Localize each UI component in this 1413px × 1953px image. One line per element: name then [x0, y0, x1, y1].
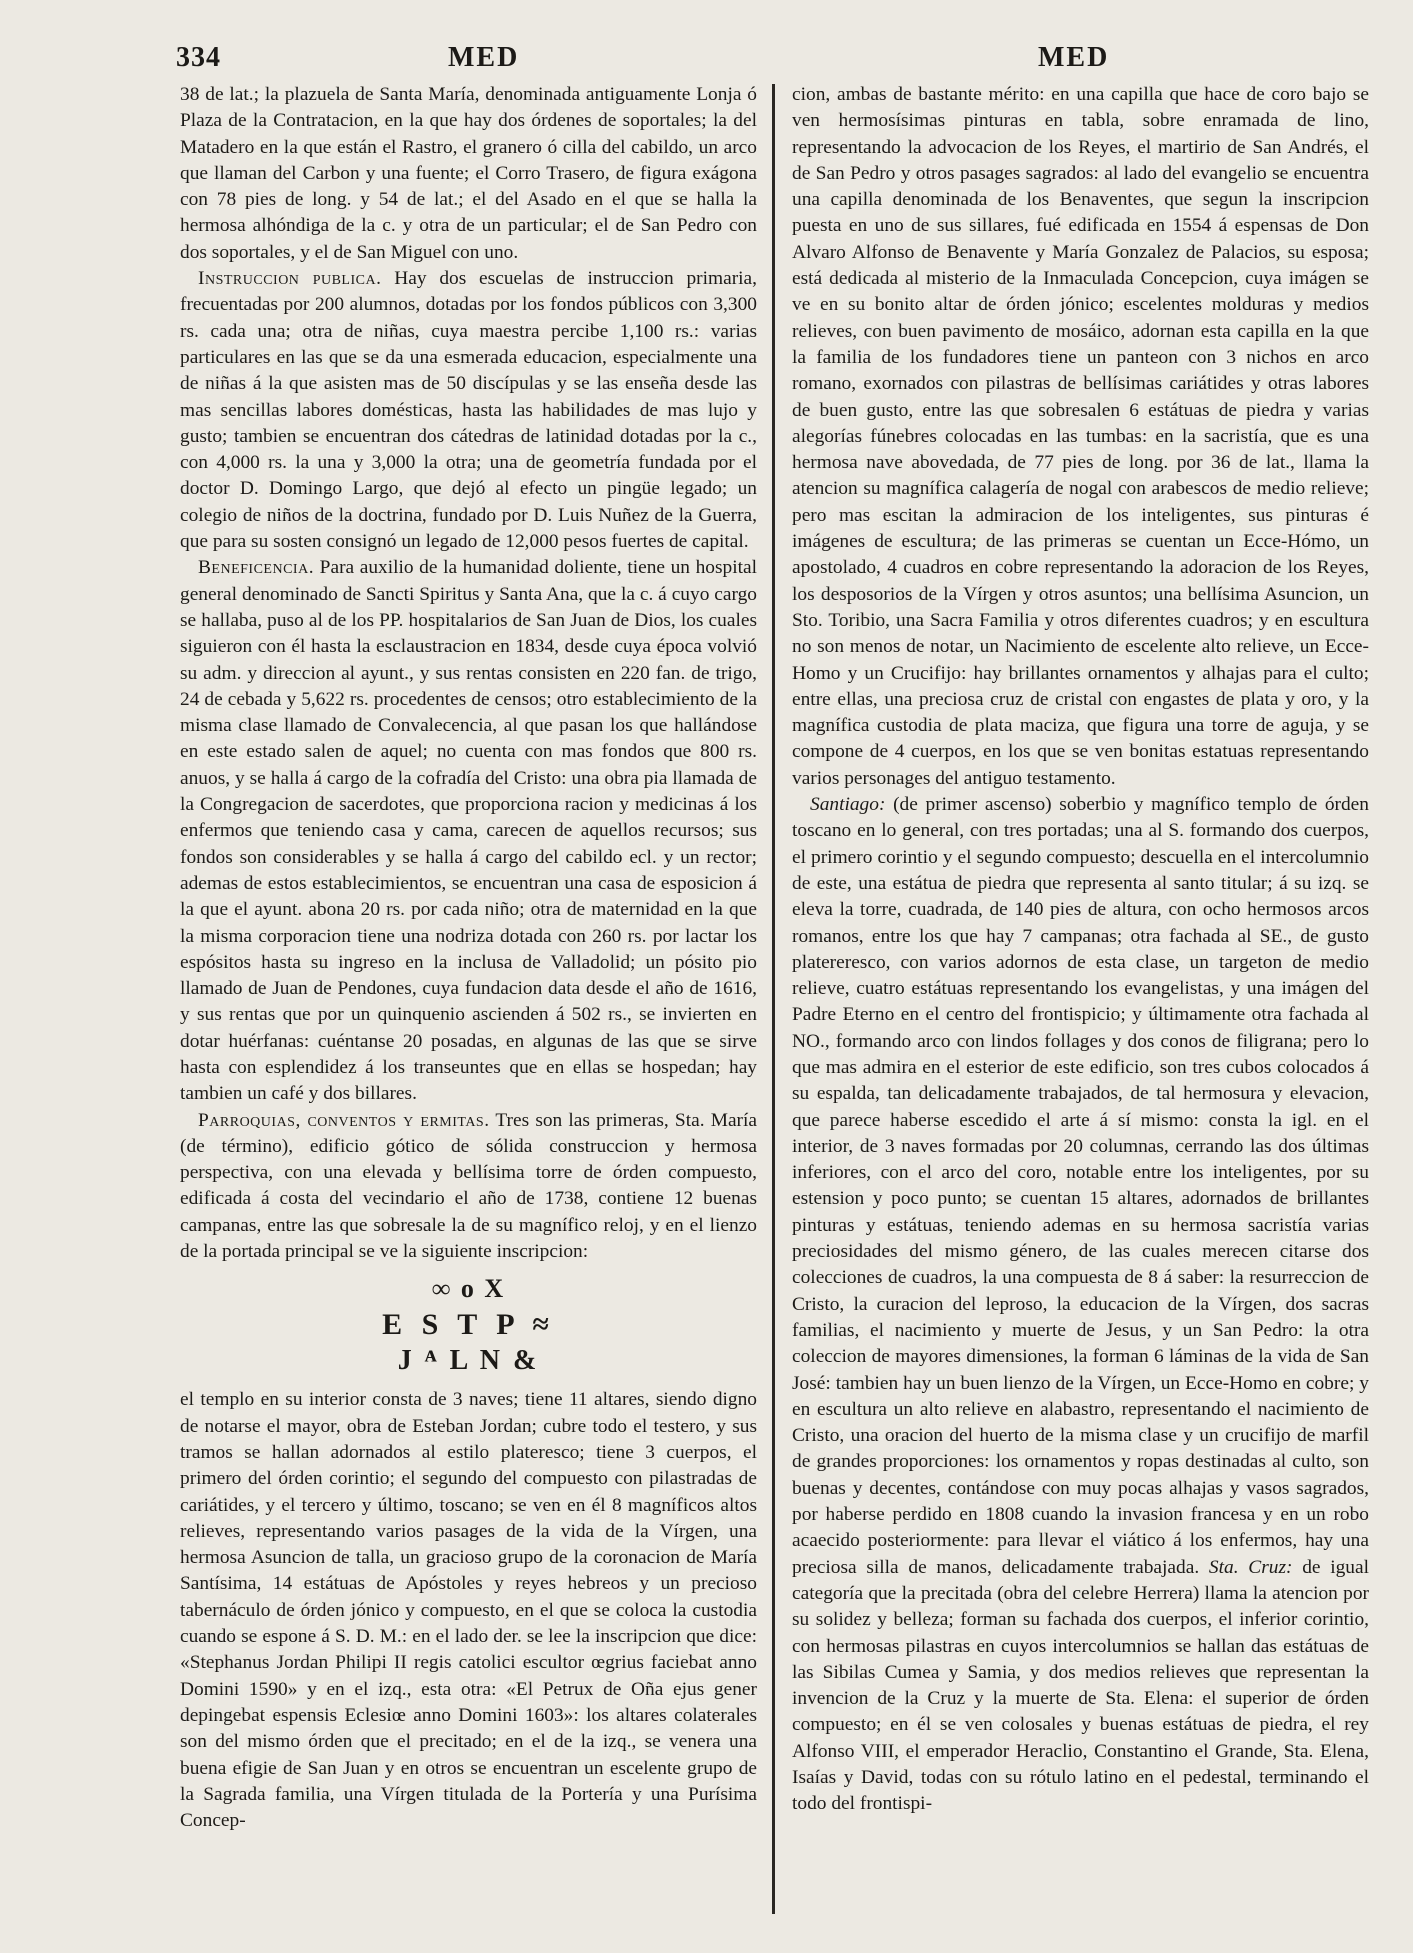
paragraph-capillas: cion, ambas de bastante mérito: en una capilla que hace de coro bajo se ven hermosísimas pinturas en tabla, sobre enramada de lino, representando la advocacion de los Reyes, el martirio de San Andrés, el de San Pedro y otros pasages sagrados: al lado del evangelio se encuentra una capilla denominada de los Benaventes, que segun la inscripcion puesta en uno de sus sillares, fué edificada en 1554 á espensas de Don Alvaro Alfonso de Benavente y María Gonzalez de Palacios, su esposa; está dedicada al misterio de la Inmaculada Concepcion, cuya imágen se ve en su bonito altar de órden jónico; escelentes molduras y medios relieves, con buen pavimento de mosáico, adornan esta capilla en la que la familia de los fundadores tiene un panteon con 3 nichos en arco romano, exornados con pilastras de bellísimas cariátides y otras labores de buen gusto, entre las que sobresalen 6 estátuas de piedra y varias alegorías fúnebres colocadas en las tumbas: en la sacristía, que es una hermosa nave abovedada, de 77 pies de long. por 36 de lat., llama la atencion su magnífica calagería de nogal con arabescos de medio relieve; pero mas escitan la admiracion de los inteligentes, sus pinturas é imágenes de escultura; de las primeras se cuentan un Ecce-Hómo, un apostolado, 4 cuadros en cobre representando la adoracion de los Reyes, los desposorios de la Vírgen y otros asuntos; una bellísima Asuncion, un Sto. Toribio, una Sacra Familia y otros diferentes cuadros; y en escultura no son menos de notar, un Nacimiento de escelente alto relieve, un Ecce-Homo y un Crucifijo: hay brillantes ornamentos y alhajas para el culto; entre ellas, una preciosa cruz de cristal con engastes de plata y oro, y la magnífica custodia de plata maciza, que figura una torre de aguja, y se compone de 4 cuerpos, en los que se ven bonitas estatuas representando varios personages del antiguo testamento. [792, 84, 1369, 789]
inscription-line-3: J ᴬ L N & [397, 1345, 540, 1377]
section-heading-sta-cruz: Sta. Cruz: [1208, 1556, 1293, 1578]
page-header [0, 42, 1413, 82]
page-number: 334 [176, 42, 221, 73]
paragraph-text: (de primer ascenso) soberbio y magnífico templo de órden toscano en lo general, con tres portadas; una al S. formando dos cuerpos, el primero corintio y el segundo compuesto; descuella en el intercolumnio de este, una estátua de piedra que representa al santo titular; á su izq. se eleva la torre, cuadrada, de 140 pies de altura, con ocho hermosos arcos romanos, entre los que hay 7 campanas; otra fachada al SE., de gusto platereresco, con varios adornos de esta clase, un targeton de medio relieve, cuatro estátuas representando los evangelistas, y una imágen del Padre Eterno en el centro del frontispicio; y últimamente otra fachada al NO., formando arco con lindos follages y dos conos de filigrana; pero lo que mas admira en el esterior de este edificio, son tres cubos colocados á su espalda, tan delicadamente trabajados, de tal hermosura y elevacion, que parece haberse escedido el arte á sí mismo: consta la igl. en el interior, de 3 naves formadas por 20 columnas, cerrando las dos últimas inferiores, con el arco del coro, notable entre los inteligentes, por su estension y poco punto; se cuentan 15 altares, adornados de brillantes pinturas y estátuas, teniendo ademas en su hermosa sacristía varias preciosidades del mismo género, de las cuales merecen citarse dos colecciones de cuadros, la una compuesta de 8 á saber: la resurreccion de Cristo, la curacion del leproso, la educacion de la Vírgen, dos sacras familias, el nacimiento y muerte de Jesus, y un San Pedro: la otra coleccion de mayores dimensiones, la forman 6 láminas de la vida de San José: tambien hay un buen lienzo de la Vírgen, un Ecce-Homo en cobre; y en escultura un alto relieve en alabastro, representando el nacimiento de Cristo, una oracion del huerto de la misma clase y un crucifijo de marfil de grandes proporciones: los ornamentos y ropas destinadas al culto, son buenas y decentes, contándose con muy pocas alhajas y vasos sagrados, por haberse perdido en 1808 cuando la invasion francesa y en un robo acaecido posteriormente: para llevar el viático á los enfermos, hay una preciosa silla de manos, delicadamente trabajada. [792, 794, 1369, 1578]
paragraph-text: de igual categoría que la precitada (obra del celebre Herrera) llama la atencion por su solidez y belleza; forman su fachada dos cuerpos, el inferior corintio, con hermosas pilastras en cuyos intercolumnios se hallan das estátuas de las Sibilas Cumea y Samia, y dos medios relieves que representan la invencion de la Cruz y la muerte de Sta. Elena: el superior de órden compuesto; en él se ven colosales y buenas estátuas de piedra, el rey Alfonso VIII, el emperador Heraclio, Constantino el Grande, Sta. Elena, Isaías y David, todas con su rótulo latino en el pedestal, terminando el todo del frontispi- [792, 1556, 1369, 1815]
inscription-line-1: ∞ o X [431, 1274, 506, 1304]
paragraph-plazas: 38 de lat.; la plazuela de Santa María, denominada antiguamente Lonja ó Plaza de la Contratacion, en la que hay dos órdenes de soportales; la del Matadero en la que están el Rastro, el granero ó cilla del cabildo, un arco que llaman del Carbon y una fuente; el Corro Trasero, de figura exágona con 78 pies de long. y 54 de lat.; el del Asado en el que se halla la hermosa alhóndiga de la c. y otra de un particular; el de San Pedro con dos soportales, y el de San Miguel con uno. [180, 84, 757, 263]
paragraph-text: Para auxilio de la humanidad doliente, tiene un hospital general denominado de Sancti Spiritus y Santa Ana, que la c. á cuyo cargo se hallaba, puso al de los PP. hospitalarios de San Juan de Dios, los cuales siguieron con él hasta la esclaustracion en 1834, desde cuya época volvió su adm. y direccion al ayunt., y sus rentas consisten en 220 fan. de trigo, 24 de cebada y 5,622 rs. procedentes de censos; otro establecimiento de la misma clase llamado de Convalecencia, al que pasan los que hallándose en este estado salen de aquel; no cuenta con mas fondos que 800 rs. anuos, y se halla á cargo de la cofradía del Cristo: una obra pia llamada de la Congregacion de sacerdotes, que proporciona racion y medicinas á los enfermos que teniendo casa y cama, carecen de aquellos recursos; sus fondos son considerables y se halla á cargo del cabildo ecl. y un rector; ademas de estos establecimientos, se encuentran una casa de esposicion á la que el ayunt. abona 20 rs. por cada niño; otra de maternidad en la que la misma corporacion tiene una nodriza dotada con 260 rs. por lactar los espósitos hasta su ingreso en la inclusa de Valladolid; un pósito pio llamado de Juan de Pendones, cuya fundacion data desde el año de 1616, y sus rentas que por un quinquenio ascienden á 502 rs., se invierten en dotar huérfanas: cuéntanse 20 posadas, en algunas de las que se sirve hasta con esplendidez á los transeuntes que en ellas se hospedan; hay tambien un café y dos billares. [180, 557, 757, 1105]
paragraph-instruccion [180, 266, 757, 555]
paragraph-text: Hay dos escuelas de instruccion primaria, frecuentadas por 200 alumnos, dotadas por los fondos públicos con 3,300 rs. cada una; otra de niñas, cuya maestra percibe 1,100 rs.: varias particulares en las que se da una esmerada educacion, especialmente una de niñas á la que asisten mas de 50 discípulas y se las enseña desde las mas sencillas labores domésticas, hasta las habilidades de mas lujo y gusto; tambien se encuentran dos cátedras de latinidad dotadas por la c., con 4,000 rs. la una y 3,000 la otra; una de geometría fundada por el doctor D. Domingo Largo, que dejó al efecto un pingüe legado; un colegio de niños de la doctrina, fundado por D. Luis Nuñez de la Guerra, que para su sosten consignó un legado de 12,000 pesos fuertes de capital. [180, 268, 757, 553]
left-column [180, 82, 757, 1922]
section-heading-santiago: Santiago: [810, 794, 886, 816]
inscription-line-2: E S T P ≈ [382, 1308, 555, 1342]
paragraph-santiago [792, 792, 1369, 1818]
right-column [792, 82, 1369, 1922]
column-rule [772, 84, 775, 1914]
paragraph-parroquias [180, 1108, 757, 1266]
paragraph-beneficencia [180, 555, 757, 1107]
section-heading-parroquias: Parroquias, conventos y ermitas. [198, 1109, 490, 1131]
section-heading-beneficencia: Beneficencia. [198, 557, 315, 579]
running-head-right: MED [1038, 42, 1110, 73]
paragraph-templo: el templo en su interior consta de 3 naves; tiene 11 altares, siendo digno de notarse el mayor, obra de Esteban Jordan; cubre todo el testero, y sus tramos se hallan adornados al estilo plateresco; tiene 3 cuerpos, el primero del órden corintio; el segundo del compuesto con pilastradas de cariátides, y el tercero y último, toscano; se ven en él 8 magníficos altos relieves, representando varios pasages de la vida de la Vírgen, una hermosa Asuncion de talla, un gracioso grupo de la coronacion de María Santísima, 14 estátuas de Apóstoles y reyes hebreos y un precioso tabernáculo de órden jónico y compuesto, en el que se coloca la custodia cuando se espone á S. D. M.: en el lado der. se lee la inscripcion que dice: «Stephanus Jordan Philipi II regis catolici escultor œgrius faciebat anno Domini 1590» y en el izq., esta otra: «El Petrux de Oña ejus gener depingebat espensis Eclesiœ anno Domini 1603»: los altares colaterales son del mismo órden que el precitado; en el de la izq., se venera una buena efigie de San Juan y en otros se encuentran un escelente grupo de la Sagrada familia, una Vírgen titulada de la Portería y una Purísima Concep- [180, 1389, 757, 1832]
paragraph-text: Tres son las primeras, Sta. María (de término), edificio gótico de sólida construccion y hermosa perspectiva, con una elevada y bellísima torre de órden compuesto, edificada á costa del vecindario el año de 1738, contiene 12 buenas campanas, entre las que sobresale la de su magnífico reloj, y en el lienzo de la portada principal se ve la siguiente inscripcion: [180, 1109, 757, 1263]
inscription-block [180, 1271, 757, 1379]
section-heading-instruccion: Instruccion publica. [198, 268, 382, 290]
running-head-left: MED [448, 42, 520, 73]
